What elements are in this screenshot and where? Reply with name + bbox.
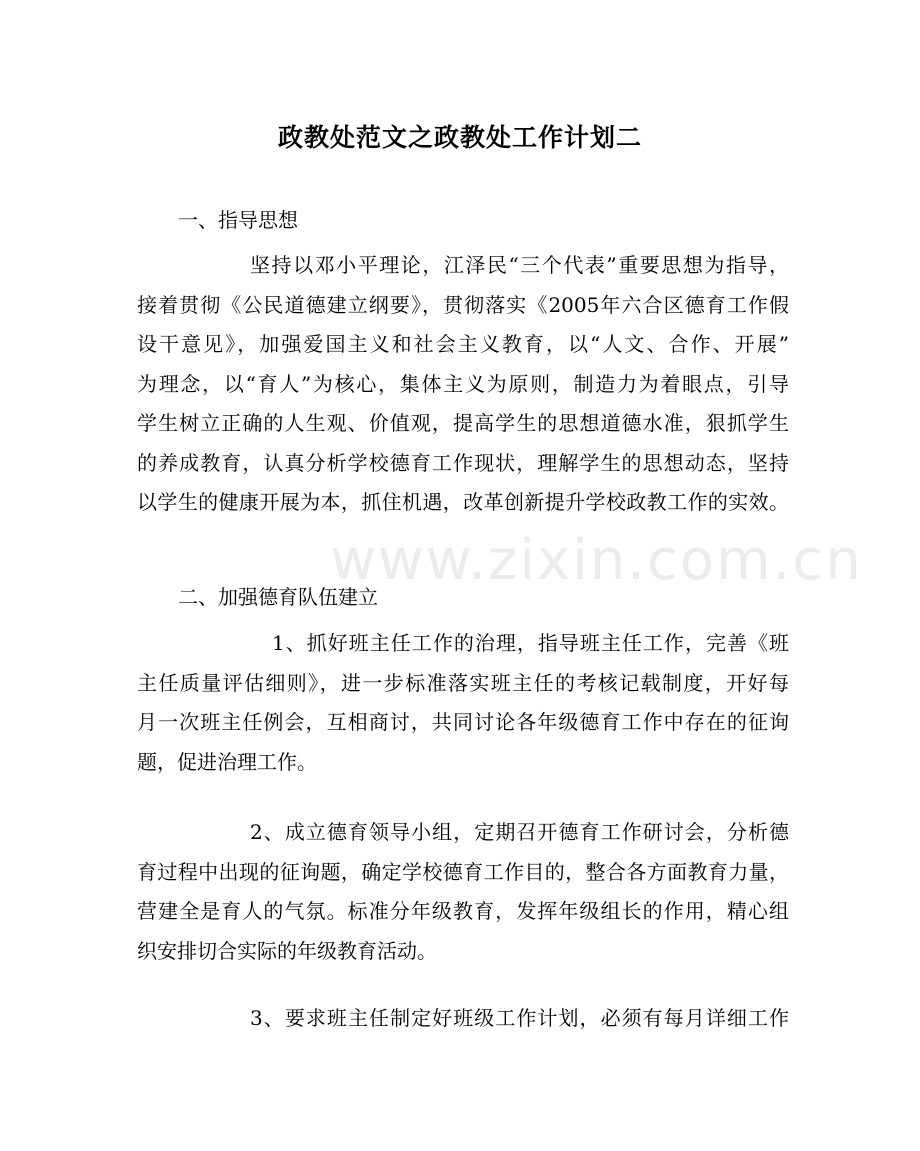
section-heading-2: 二、加强德育队伍建立 [178, 585, 378, 609]
paragraph-line: 织安排切合实际的年级教育活动。 [137, 938, 437, 963]
paragraph-line: 以学生的健康开展为本，抓住机遇，改革创新提升学校政教工作的实效。 [137, 490, 789, 514]
paragraph-line: 设干意见》，加强爱国主义和社会主义教育，以“人文、合作、开展” [137, 332, 789, 356]
paragraph-line: 3、要求班主任制定好班级工作计划，必须有每月详细工作 [250, 1006, 789, 1030]
document-title: 政教处范文之政教处工作计划二 [277, 123, 642, 152]
paragraph-line: 为理念，以“育人”为核心，集体主义为原则，制造力为着眼点，引导 [137, 371, 789, 396]
paragraph-line: 接着贯彻《公民道德建立纲要》，贯彻落实《2005年六合区德育工作假 [137, 292, 789, 317]
paragraph-guiding-ideology [137, 246, 789, 523]
paragraph-line: 2、成立德育领导小组，定期召开德育工作研讨会，分析德 [250, 820, 789, 844]
section-heading-1: 一、指导思想 [178, 208, 298, 232]
paragraph-item-1 [137, 624, 789, 782]
paragraph-line: 坚持以邓小平理论，江泽民“三个代表”重要思想为指导， [250, 253, 789, 277]
paragraph-item-3 [137, 999, 789, 1039]
paragraph-line: 月一次班主任例会，互相商讨，共同讨论各年级德育工作中存在的征询 [137, 710, 789, 734]
paragraph-line: 学生树立正确的人生观、价值观，提高学生的思想道德水准，狠抓学生 [137, 411, 789, 435]
paragraph-line: 主任质量评估细则》，进一步标准落实班主任的考核记载制度，开好每 [137, 670, 789, 695]
paragraph-line: 1、抓好班主任工作的治理，指导班主任工作，完善《班 [272, 631, 789, 655]
paragraph-line: 营建全是育人的气氛。标准分年级教育，发挥年级组长的作用，精心组 [137, 899, 789, 923]
watermark: www.zixin.com.cn [330, 528, 863, 593]
paragraph-line: 的养成教育，认真分析学校德育工作现状，理解学生的思想动态，坚持 [137, 450, 789, 475]
paragraph-line: 育过程中出现的征询题，确定学校德育工作目的，整合各方面教育力量， [137, 859, 789, 884]
paragraph-line: 题，促进治理工作。 [137, 749, 317, 774]
paragraph-item-2 [137, 813, 789, 971]
